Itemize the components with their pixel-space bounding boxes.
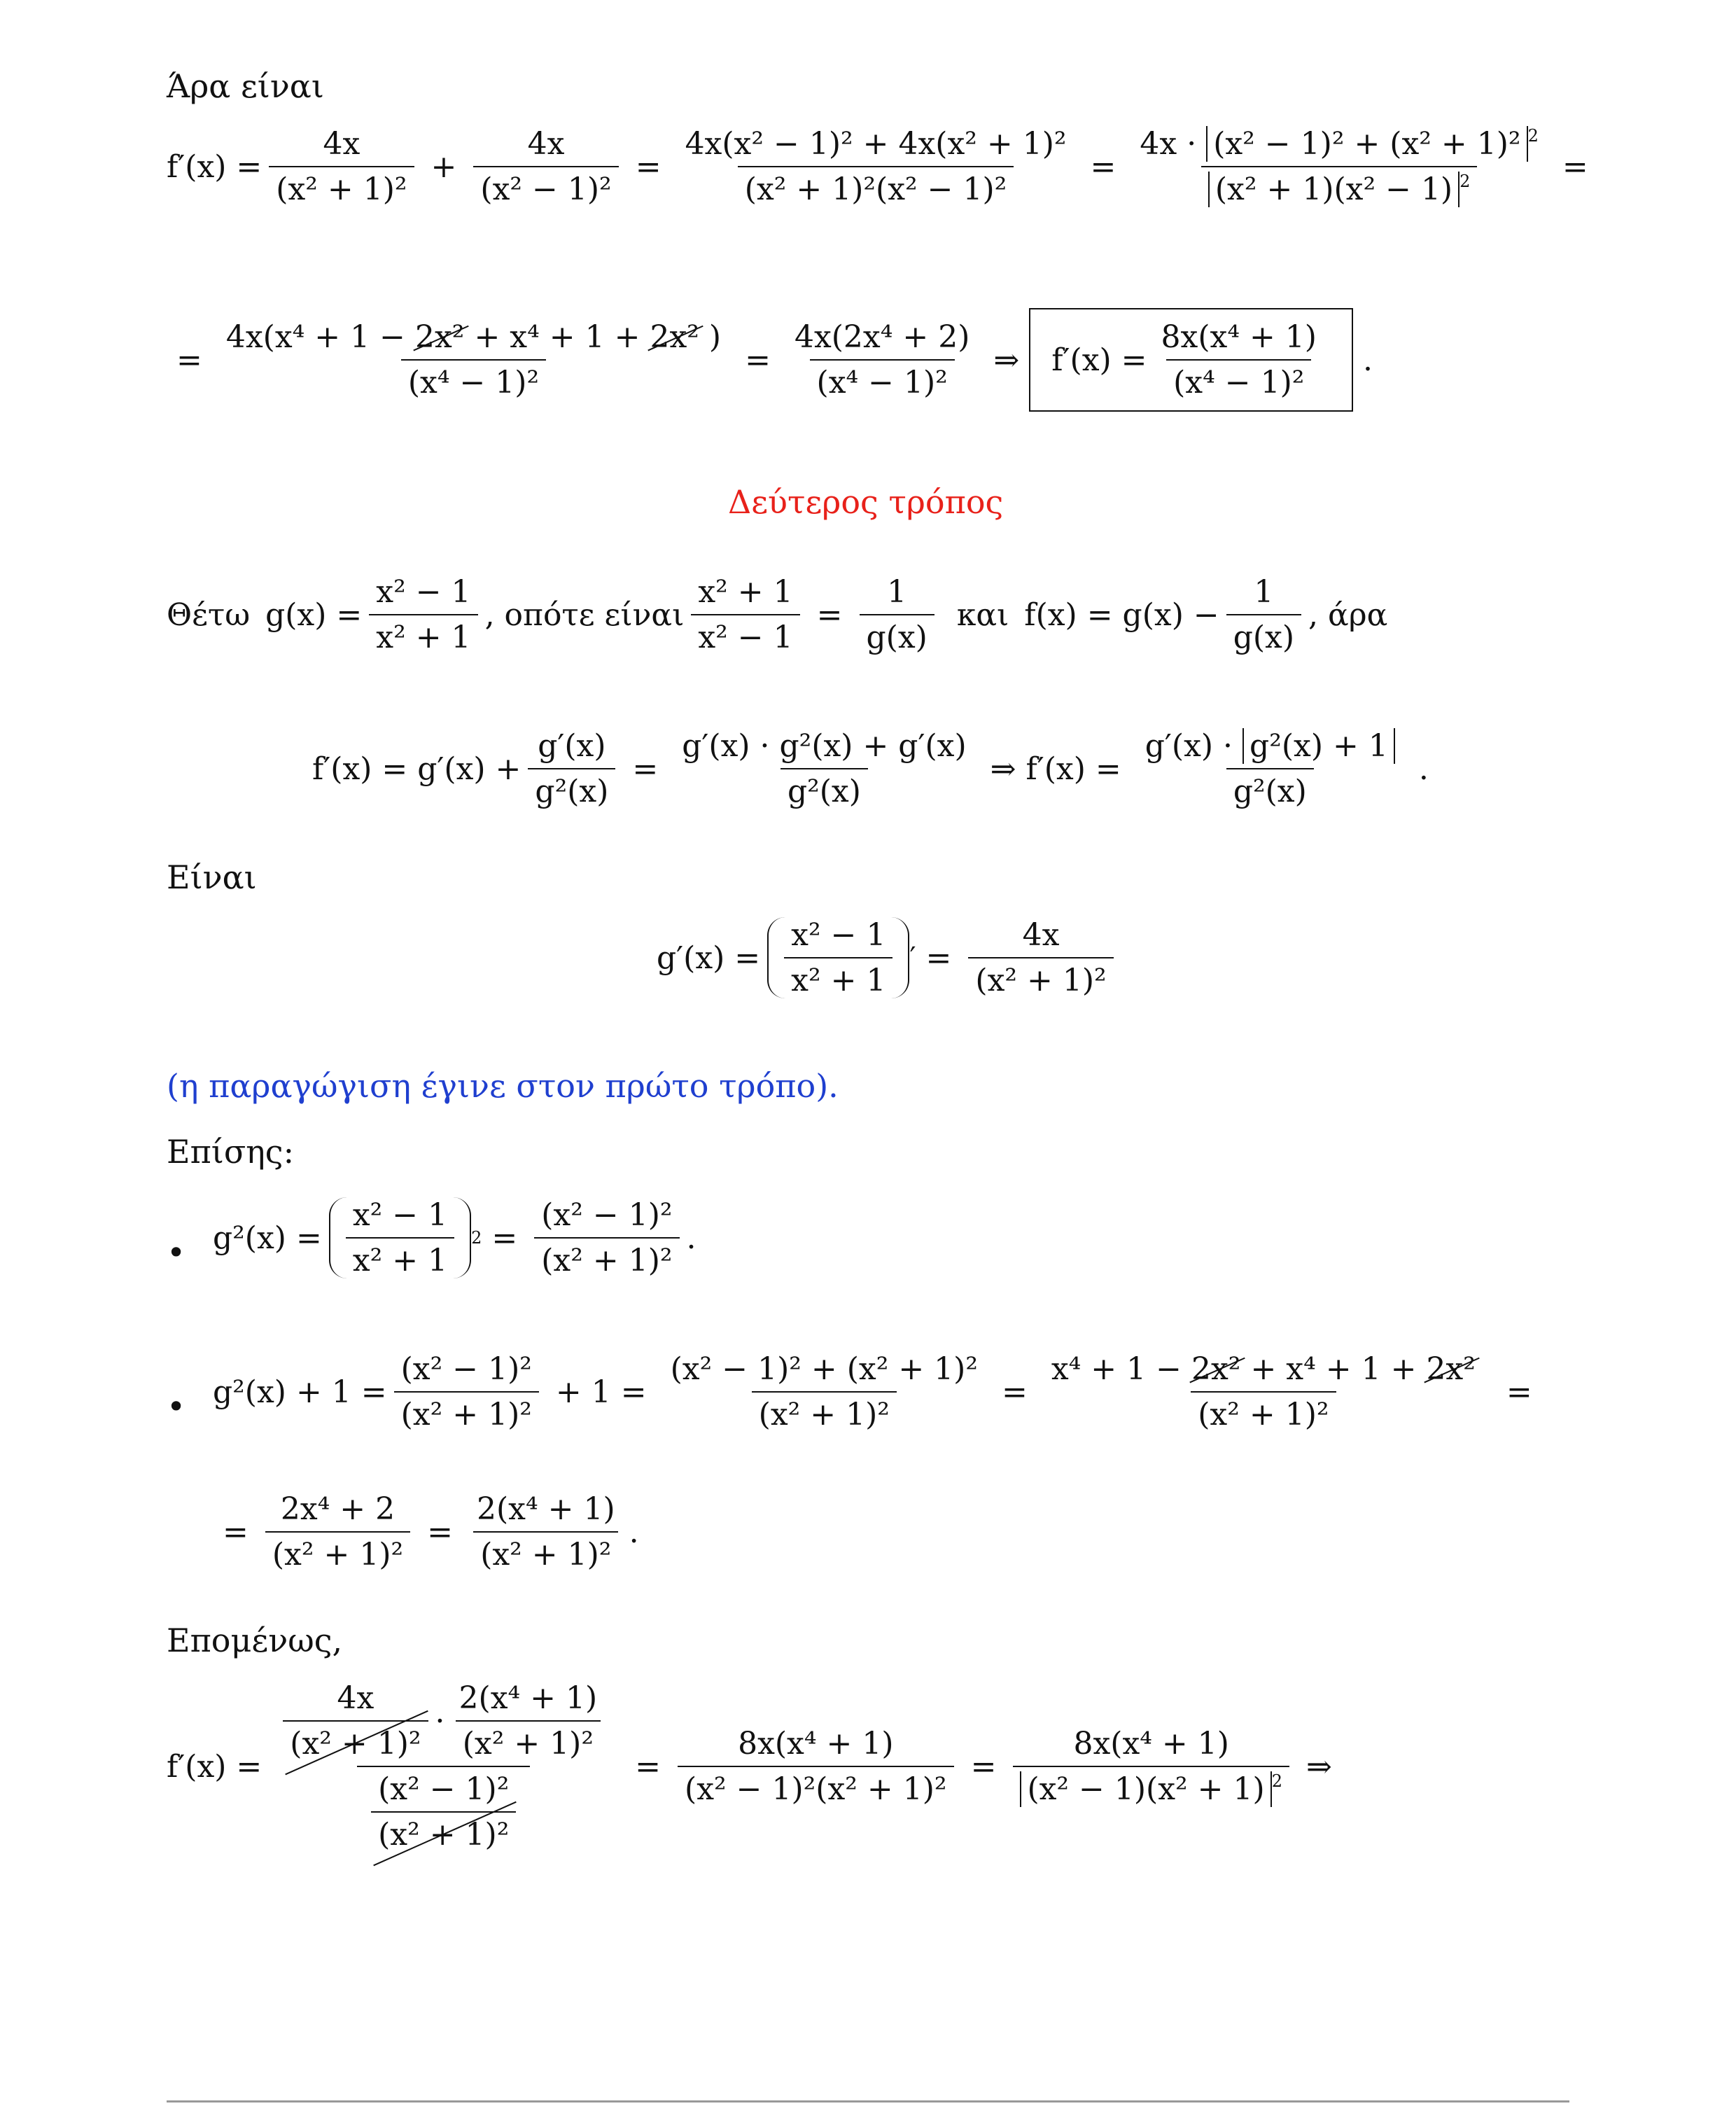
- episis-text: Επίσης:: [167, 1133, 295, 1171]
- equals-sign: =: [223, 1514, 248, 1550]
- inner-frac: [784, 917, 892, 998]
- equation-7: [167, 1680, 1342, 1853]
- equals-sign: =: [635, 148, 662, 185]
- period: .: [1362, 342, 1373, 378]
- boxed-frac: [1154, 319, 1324, 400]
- frac-denominator: g(x): [1226, 614, 1301, 655]
- frac-denominator: g²(x): [1226, 768, 1314, 809]
- boxed-lhs: f′(x) =: [1051, 342, 1147, 378]
- frac-denominator: [1201, 166, 1478, 207]
- frac-denominator: x² + 1: [369, 614, 477, 655]
- equals-sign: =: [176, 342, 202, 378]
- one-over-g-frac: [860, 574, 934, 655]
- frac-denominator: g²(x): [780, 768, 868, 809]
- frac-numerator: [269, 1680, 618, 1766]
- eq7-frac-3: [1013, 1726, 1289, 1807]
- exponent: 2: [1460, 172, 1471, 191]
- frac-denominator: x² + 1: [784, 957, 892, 998]
- frac-numerator: g′(x): [538, 728, 606, 764]
- parenthesized-frac: [329, 1197, 471, 1278]
- frac-denominator: [1013, 1766, 1289, 1807]
- eq1-frac-4: [1133, 126, 1545, 207]
- equals-sign: =: [632, 751, 659, 787]
- period: .: [686, 1220, 696, 1256]
- section-heading: Δεύτερος τρόπος: [728, 483, 1004, 521]
- implies-f-prime: ⇒ f′(x) =: [990, 751, 1121, 787]
- eq1-frac-1: [269, 126, 414, 207]
- g-frac: [369, 574, 477, 655]
- frac-denominator: (x⁴ − 1)²: [401, 359, 546, 400]
- equals-sign: =: [970, 1748, 997, 1785]
- equals-sign: =: [925, 940, 952, 976]
- equals-sign: =: [1562, 148, 1588, 185]
- sub-frac-2: [452, 1680, 605, 1762]
- equals-sign: =: [427, 1514, 454, 1550]
- equation-4: [312, 728, 1438, 809]
- eq5-result-frac: [968, 917, 1113, 998]
- frac-numerator: 4x(x² − 1)² + 4x(x² + 1)²: [685, 126, 1067, 162]
- bullet-2-equation: [213, 1351, 1542, 1432]
- equation-1: [167, 126, 1598, 207]
- parenthesized-frac: [767, 917, 909, 998]
- inner-frac: [346, 1197, 454, 1278]
- equals-sign: =: [1001, 1374, 1028, 1410]
- bullet-1: •: [167, 1234, 186, 1271]
- equals-sign: =: [745, 342, 771, 378]
- term: + x⁴ + 1 +: [474, 319, 640, 355]
- frac-numerator: 4x · (x² − 1)² + (x² + 1)² $^2$: [1140, 126, 1539, 162]
- equals-sign: =: [1506, 1374, 1532, 1410]
- b2-frac-1: [394, 1351, 539, 1432]
- prime-mark: ′: [909, 942, 916, 974]
- frac-numerator: g′(x) · g²(x) + g′(x): [682, 728, 967, 764]
- equals-sign: =: [816, 597, 843, 633]
- eina-text: Είναι: [167, 858, 257, 896]
- frac-denominator: (x⁴ − 1)²: [810, 359, 955, 400]
- frac-denominator: (x² + 1)²: [456, 1720, 601, 1762]
- word: και: [956, 597, 1009, 633]
- frac-numerator: [1138, 728, 1402, 768]
- word: Θέτω: [167, 597, 251, 633]
- eq4-lhs: f′(x) = g′(x) +: [312, 751, 522, 787]
- frac-denominator: g²(x): [528, 768, 615, 809]
- implies-arrow: ⇒: [993, 342, 1020, 378]
- intro-text: Άρα είναι: [167, 67, 324, 105]
- frac-numerator: x² − 1: [376, 574, 471, 610]
- equation-6: [213, 1491, 639, 1572]
- term: 4x(x⁴ + 1 −: [225, 319, 405, 355]
- frac-denominator: (x² + 1)²: [265, 1531, 410, 1572]
- b2-lhs: g²(x) + 1 =: [213, 1374, 387, 1410]
- frac-denominator: (x² + 1)²: [394, 1391, 539, 1432]
- eq5-lhs: g′(x) =: [657, 940, 761, 976]
- equation-3: [167, 574, 1387, 655]
- term: ): [708, 319, 722, 355]
- frac-denominator: (x² + 1)²: [968, 957, 1113, 998]
- period: .: [1418, 751, 1429, 787]
- f-definition: f(x) = g(x) −: [1024, 597, 1219, 633]
- frac-denominator: (x⁴ − 1)²: [1166, 359, 1311, 400]
- frac-numerator: 2(x⁴ + 1): [458, 1680, 598, 1716]
- frac-denominator: (x² + 1)²: [1191, 1391, 1336, 1432]
- b1-result-frac: [534, 1197, 679, 1278]
- word: , άρα: [1308, 597, 1388, 633]
- complex-frac: [269, 1680, 618, 1853]
- footer-rule: [167, 2100, 1569, 2102]
- plus-one: + 1 =: [555, 1374, 647, 1410]
- epomenos-text: Επομένως,: [167, 1622, 343, 1659]
- period: .: [629, 1514, 639, 1550]
- frac-denominator: (x² − 1)²: [473, 166, 618, 207]
- factor: 4x ·: [1140, 126, 1197, 162]
- sub-frac-1: [283, 1680, 428, 1762]
- times-dot: ·: [435, 1703, 445, 1739]
- frac-numerator: x² − 1: [791, 917, 886, 953]
- cancelled-term: 2x²: [650, 319, 699, 355]
- eq4-frac-1: [528, 728, 615, 809]
- exponent: 2: [1271, 1771, 1282, 1791]
- frac-numerator: 4x: [323, 126, 360, 162]
- boxed-result: [1029, 308, 1353, 412]
- g-definition: g(x) =: [265, 597, 363, 633]
- frac-numerator: x² − 1: [352, 1197, 448, 1233]
- eq4-frac-3: [1138, 728, 1402, 809]
- term: + x⁴ + 1 +: [1250, 1351, 1417, 1387]
- b1-lhs: g²(x) =: [213, 1220, 322, 1256]
- frac-denominator: (x² + 1)²: [534, 1237, 679, 1278]
- equals-sign: =: [491, 1220, 518, 1256]
- eq7-lhs: f′(x) =: [167, 1748, 262, 1785]
- term: x⁴ + 1 −: [1051, 1351, 1182, 1387]
- cancelled-term: 2x²: [415, 319, 465, 355]
- word: , οπότε είναι: [484, 597, 685, 633]
- one-over-g-frac: [1226, 574, 1301, 655]
- frac-numerator: (x² − 1)²: [378, 1771, 510, 1807]
- equals-sign: =: [635, 1748, 662, 1785]
- frac-numerator: 4x: [1022, 917, 1060, 953]
- frac-denominator: x² + 1: [346, 1237, 454, 1278]
- cancelled-denominator: (x² + 1)²: [371, 1811, 516, 1853]
- frac-numerator: 1: [887, 574, 907, 610]
- b2-frac-2: [664, 1351, 985, 1432]
- eq7-frac-2: [678, 1726, 954, 1807]
- eq2-frac-1: [219, 319, 728, 400]
- frac-numerator: 8x(x⁴ + 1): [738, 1726, 894, 1762]
- frac-denominator: [357, 1766, 530, 1853]
- factor: g′(x) ·: [1144, 728, 1233, 764]
- eq1-frac-3: [678, 126, 1074, 207]
- frac-denominator: (x² + 1)²: [752, 1391, 897, 1432]
- frac-numerator: 2x⁴ + 2: [280, 1491, 396, 1527]
- eq1-frac-2: [473, 126, 618, 207]
- frac-numerator: [1044, 1351, 1483, 1391]
- eq1-lhs: f′(x) =: [167, 148, 262, 185]
- frac-numerator: 8x(x⁴ + 1): [1161, 319, 1317, 355]
- eq6-frac-2: [470, 1491, 622, 1572]
- frac-numerator: 4x: [337, 1680, 374, 1716]
- sub-frac-3: [371, 1771, 516, 1853]
- eq4-frac-2: [675, 728, 973, 809]
- frac-denominator: x² − 1: [691, 614, 799, 655]
- bracket-group: (x² + 1)(x² − 1): [1208, 172, 1460, 207]
- bracket-group: (x² − 1)(x² + 1): [1020, 1771, 1271, 1807]
- plus-sign: +: [430, 148, 457, 185]
- frac-numerator: (x² − 1)²: [541, 1197, 673, 1233]
- frac-numerator: [219, 319, 728, 359]
- bullet-1-equation: [213, 1197, 696, 1278]
- cancelled-term: 2x²: [1426, 1351, 1476, 1387]
- frac-numerator: (x² − 1)² + (x² + 1)²: [670, 1351, 978, 1387]
- eq2-frac-2: [788, 319, 976, 400]
- frac-numerator: x² + 1: [698, 574, 793, 610]
- implies-arrow: ⇒: [1306, 1748, 1332, 1785]
- frac-numerator: 2(x⁴ + 1): [477, 1491, 615, 1527]
- frac-numerator: 1: [1254, 574, 1274, 610]
- bullet-2: •: [167, 1388, 186, 1425]
- bracket-group: (x² − 1)² + (x² + 1)²: [1206, 126, 1527, 162]
- cancelled-term: 2x²: [1191, 1351, 1241, 1387]
- frac-denominator: (x² + 1)²(x² − 1)²: [738, 166, 1014, 207]
- derivation-note: (η παραγώγιση έγινε στον πρώτο τρόπο).: [167, 1067, 839, 1105]
- b2-frac-3: [1044, 1351, 1483, 1432]
- frac-numerator: (x² − 1)²: [400, 1351, 532, 1387]
- equals-sign: =: [1090, 148, 1116, 185]
- frac-numerator: 8x(x⁴ + 1): [1073, 1726, 1229, 1762]
- frac-denominator: (x² + 1)²: [269, 166, 414, 207]
- cancelled-denominator: (x² + 1)²: [283, 1720, 428, 1762]
- equation-2: [167, 308, 1382, 412]
- equation-5: [657, 917, 1121, 998]
- exponent: 2: [471, 1228, 482, 1248]
- frac-numerator: 4x(2x⁴ + 2): [794, 319, 970, 355]
- frac-denominator: g(x): [860, 614, 934, 655]
- frac-denominator: (x² − 1)²(x² + 1)²: [678, 1766, 954, 1807]
- frac-denominator: (x² + 1)²: [473, 1531, 618, 1572]
- eq6-frac-1: [265, 1491, 410, 1572]
- frac-numerator: 4x: [527, 126, 565, 162]
- inverse-frac: [691, 574, 799, 655]
- bracket-group: g²(x) + 1: [1242, 728, 1395, 764]
